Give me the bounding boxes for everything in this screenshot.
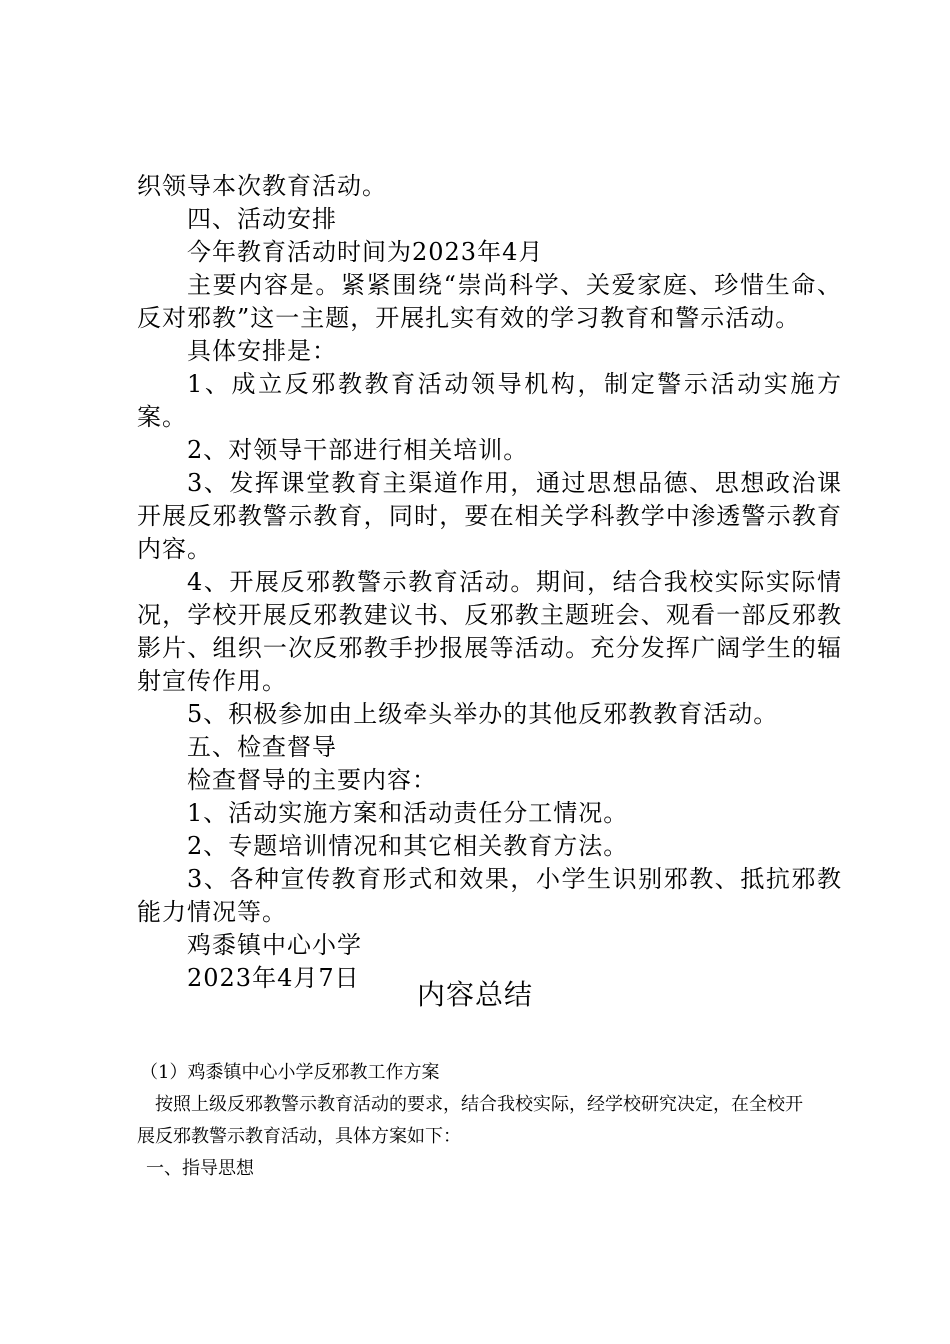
summary-paragraph: 按照上级反邪教警示教育活动的要求，结合我校实际，经学校研究决定，在全校开展反邪教警示教育活动，具体方案如下： xyxy=(137,1094,803,1147)
signature-date: 2023年4月7日 xyxy=(187,964,360,992)
summary-title: 内容总结 xyxy=(416,978,533,1011)
list-item-inspection-1: 1、活动实施方案和活动责任分工情况。 xyxy=(187,799,629,827)
section-heading-inspection: 五、检查督导 xyxy=(187,733,337,761)
summary-heading: （1）鸡黍镇中心小学反邪教工作方案 xyxy=(140,1062,440,1083)
list-item-inspection-3: 3、各种宣传教育形式和效果，小学生识别邪教、抵抗邪教能力情况等。 xyxy=(137,865,842,926)
section-heading-activity-schedule: 四、活动安排 xyxy=(187,205,337,233)
paragraph-activity-time: 今年教育活动时间为2023年4月 xyxy=(187,238,544,266)
signature-school-name: 鸡黍镇中心小学 xyxy=(187,931,362,959)
list-item-arrangement-2: 2、对领导干部进行相关培训。 xyxy=(187,436,529,464)
summary-section-guiding-ideology: 一、指导思想 xyxy=(146,1158,254,1179)
list-item-inspection-2: 2、专题培训情况和其它相关教育方法。 xyxy=(187,832,629,860)
list-item-arrangement-5: 5、积极参加由上级牵头举办的其他反邪教教育活动。 xyxy=(187,700,779,728)
list-item-arrangement-3: 3、发挥课堂教育主渠道作用，通过思想品德、思想政治课开展反邪教警示教育，同时，要在相关学科教学中渗透警示教育内容。 xyxy=(137,469,842,563)
document-body xyxy=(137,170,842,995)
list-item-arrangement-1: 1、成立反邪教教育活动领导机构，制定警示活动实施方案。 xyxy=(137,370,842,431)
list-item-arrangement-4: 4、开展反邪教警示教育活动。期间，结合我校实际实际情况，学校开展反邪教建议书、反邪教主题班会、观看一部反邪教影片、组织一次反邪教手抄报展等活动。充分发挥广阔学生的辐射宣传作用。 xyxy=(137,568,842,695)
summary-body xyxy=(137,1057,809,1185)
paragraph-inspection-content: 检查督导的主要内容： xyxy=(187,766,437,794)
paragraph-main-content: 主要内容是。紧紧围绕“崇尚科学、关爱家庭、珍惜生命、反对邪教”这一主题，开展扎实有效的学习教育和警示活动。 xyxy=(137,271,842,332)
paragraph-specific-arrangements: 具体安排是： xyxy=(187,337,337,365)
paragraph-continuation: 织领导本次教育活动。 xyxy=(137,172,387,200)
